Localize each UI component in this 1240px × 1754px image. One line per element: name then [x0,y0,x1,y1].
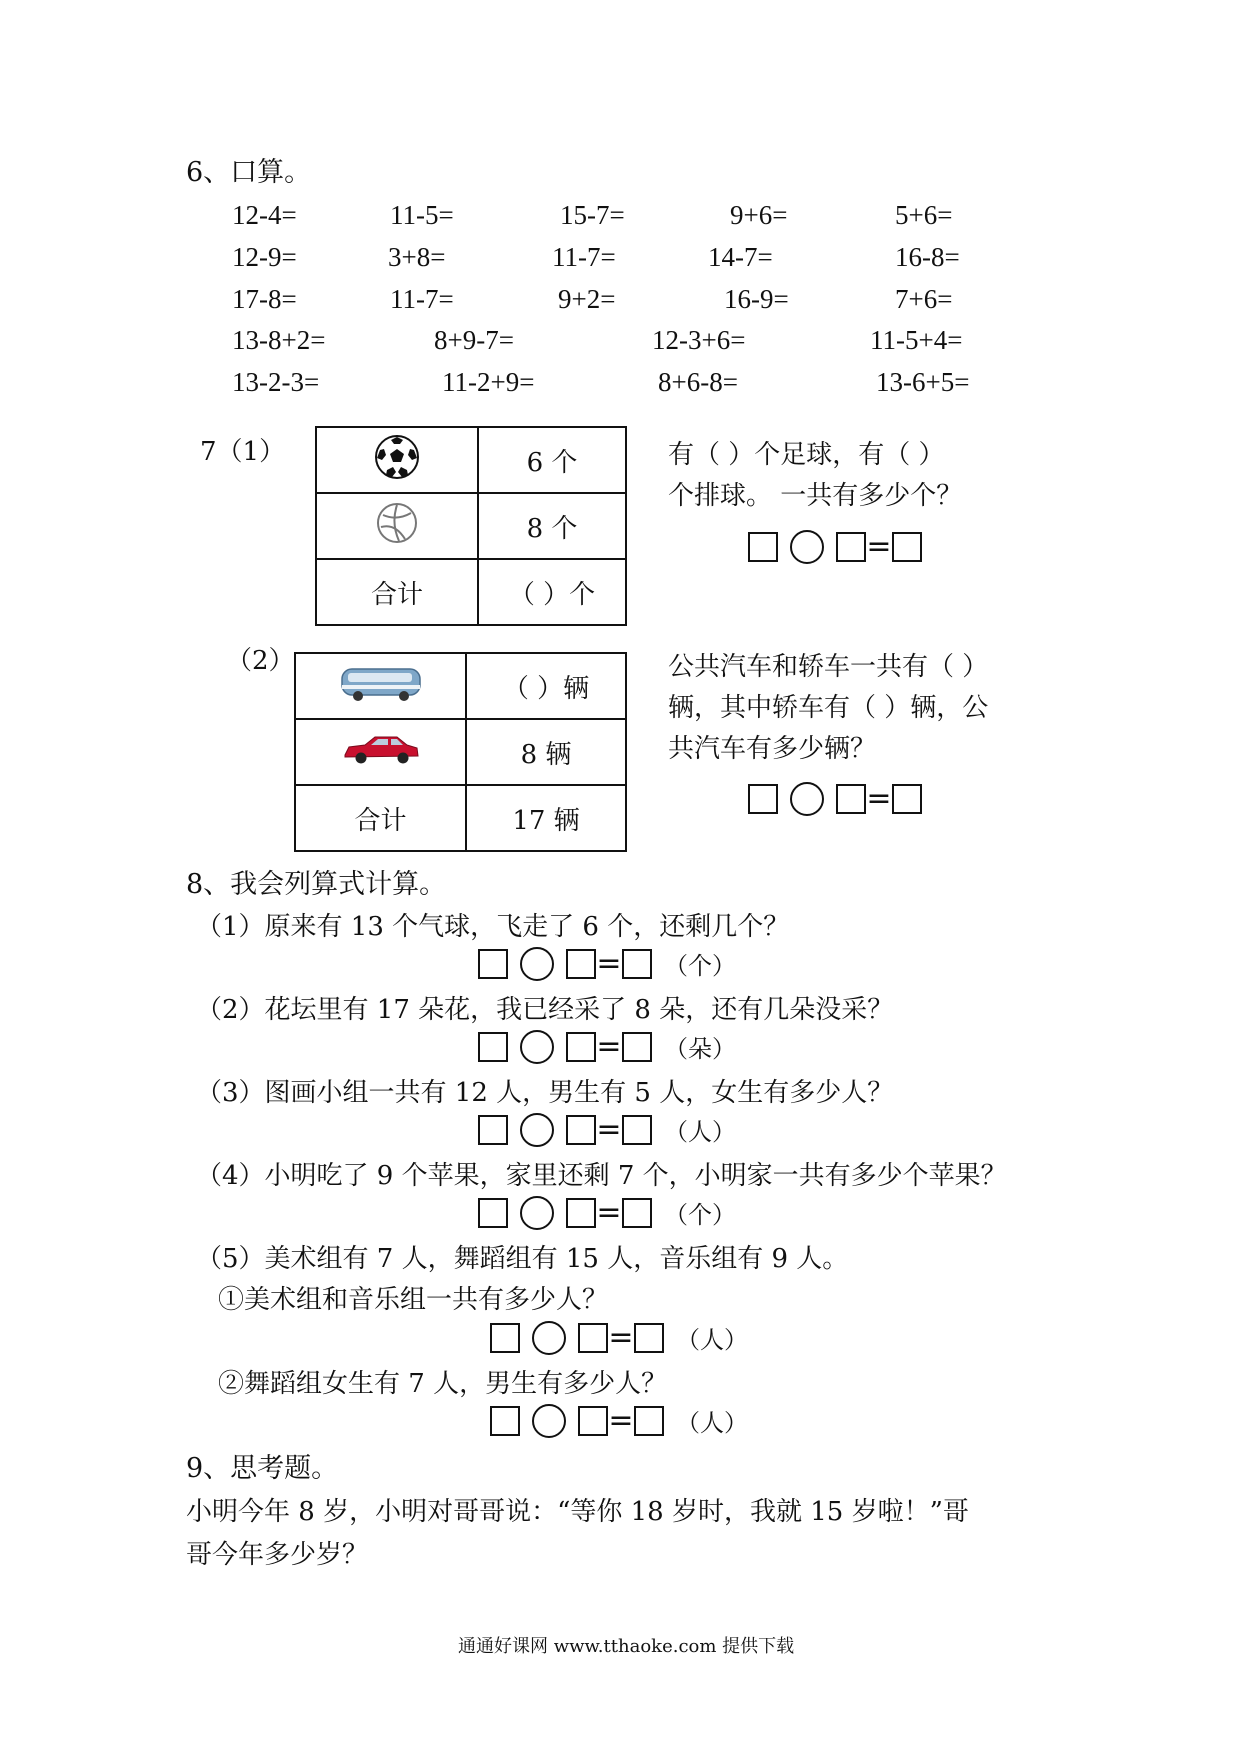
operator-circle[interactable] [532,1321,566,1355]
equals-sign: = [596,1194,622,1230]
calc-item: 12-9= [232,242,297,272]
q9-line-1: 小明今年 8 岁，小明对哥哥说：“等你 18 岁时，我就 15 岁啦！”哥 [186,1497,969,1527]
calc-item: 13-2-3= [232,367,320,397]
calc-item: 8+6-8= [658,367,738,397]
table-cell [295,785,466,851]
ball-table [315,426,627,626]
table-cell [316,427,478,493]
car-count: 8 辆 [520,739,572,770]
calc-item: 9+2= [558,284,616,314]
answer-equation[interactable] [748,782,922,816]
q8-problem-5a: ①美术组和音乐组一共有多少人？ [218,1285,609,1315]
q7-label-2: （2） [226,646,295,676]
blank-box[interactable] [490,1406,520,1436]
calc-item: 12-3+6= [652,325,746,355]
calc-item: 17-8= [232,284,297,314]
blank-box[interactable] [892,784,922,814]
answer-equation[interactable] [490,1320,748,1355]
q7-text-2c: 共汽车有多少辆？ [668,734,877,764]
equals-sign: = [866,529,892,564]
q9-heading: 9、思考题。 [186,1453,339,1484]
calc-item: 11-5= [390,200,454,230]
total-label: 合计 [370,579,423,610]
blank-box[interactable] [622,1115,652,1145]
q8-problem-5: （5）美术组有 7 人，舞蹈组有 15 人，音乐组有 9 人。 [196,1244,849,1274]
calc-item: 13-8+2= [232,325,326,355]
q7-label-1: 7（1） [200,437,286,467]
equals-sign: = [596,1028,622,1064]
operator-circle[interactable] [520,1030,554,1064]
blank-box[interactable] [622,1032,652,1062]
operator-circle[interactable] [520,1196,554,1230]
answer-equation[interactable] [478,946,736,981]
blank-box[interactable] [622,949,652,979]
blank-box[interactable] [490,1323,520,1353]
q6-heading: 6、口算。 [186,157,312,188]
table-cell [478,493,626,559]
operator-circle[interactable] [790,530,824,564]
vehicle-table [294,652,627,852]
table-cell [316,493,478,559]
table-cell [466,719,626,785]
calc-item: 11-2+9= [442,367,535,397]
table-cell [295,653,466,719]
soccer-count: 6 个 [526,447,578,478]
answer-equation[interactable] [478,1029,736,1064]
calc-item: 15-7= [560,200,625,230]
unit-label: （人） [664,1118,736,1146]
equals-sign: = [596,945,622,981]
q8-heading: 8、我会列算式计算。 [186,869,447,900]
blank-box[interactable] [478,1032,508,1062]
q9-line-2: 哥今年多少岁？ [186,1540,369,1570]
blank-box[interactable] [578,1323,608,1353]
blank-box[interactable] [478,1115,508,1145]
calc-item: 7+6= [895,284,953,314]
answer-equation[interactable] [478,1195,736,1230]
blank-box[interactable] [578,1406,608,1436]
q8-problem-1: （1）原来有 13 个气球，飞走了 6 个，还剩几个？ [196,912,790,942]
q8-problem-4: （4）小明吃了 9 个苹果，家里还剩 7 个，小明家一共有多少个苹果？ [196,1161,1007,1191]
blank-box[interactable] [566,949,596,979]
q8-problem-2: （2）花坛里有 17 朵花，我已经采了 8 朵，还有几朵没采？ [196,995,894,1025]
total-value: （ ）个 [508,579,596,610]
q7-text-2b: 辆，其中轿车有（ ）辆，公 [668,693,989,723]
calc-item: 8+9-7= [434,325,514,355]
calc-item: 16-9= [724,284,789,314]
blank-box[interactable] [478,949,508,979]
unit-label: （朵） [664,1035,736,1063]
calc-item: 3+8= [388,242,446,272]
blank-box[interactable] [892,532,922,562]
unit-label: （个） [664,952,736,980]
blank-box[interactable] [566,1115,596,1145]
blank-box[interactable] [566,1198,596,1228]
table-cell [316,559,478,625]
unit-label: （个） [664,1201,736,1229]
volleyball-icon [375,501,419,545]
blank-box[interactable] [566,1032,596,1062]
equals-sign: = [608,1319,634,1355]
blank-box[interactable] [836,532,866,562]
operator-circle[interactable] [520,1113,554,1147]
blank-box[interactable] [748,784,778,814]
bus-icon [338,663,424,703]
operator-circle[interactable] [520,947,554,981]
blank-box[interactable] [634,1406,664,1436]
blank-box[interactable] [634,1323,664,1353]
total-label: 合计 [354,805,407,836]
operator-circle[interactable] [790,782,824,816]
equals-sign: = [608,1402,634,1438]
q7-text-1a: 有（ ）个足球，有（ ） [668,440,945,470]
unit-label: （人） [676,1326,748,1354]
blank-box[interactable] [622,1198,652,1228]
calc-item: 5+6= [895,200,953,230]
car-icon [341,731,421,767]
q7-text-1b: 个排球。 一共有多少个？ [668,481,963,511]
operator-circle[interactable] [532,1404,566,1438]
table-cell [478,559,626,625]
calc-item: 11-7= [552,242,616,272]
volleyball-count: 8 个 [526,513,578,544]
bus-count: （ ）辆 [502,673,590,704]
table-cell [295,719,466,785]
total-value: 17 辆 [512,805,580,836]
blank-box[interactable] [748,532,778,562]
table-cell [466,653,626,719]
calc-item: 16-8= [895,242,960,272]
calc-item: 12-4= [232,200,297,230]
blank-box[interactable] [478,1198,508,1228]
answer-equation[interactable] [478,1112,736,1147]
q8-problem-3: （3）图画小组一共有 12 人，男生有 5 人，女生有多少人？ [196,1078,894,1108]
calc-item: 11-5+4= [870,325,963,355]
unit-label: （人） [676,1409,748,1437]
answer-equation[interactable] [490,1403,748,1438]
calc-item: 14-7= [708,242,773,272]
equals-sign: = [596,1111,622,1147]
soccer-ball-icon [374,434,420,480]
footer-credit: 通通好课网 www.tthaoke.com 提供下载 [458,1636,795,1657]
calc-item: 9+6= [730,200,788,230]
calc-item: 13-6+5= [876,367,970,397]
equals-sign: = [866,781,892,816]
calc-item: 11-7= [390,284,454,314]
q8-problem-5b: ②舞蹈组女生有 7 人，男生有多少人？ [218,1369,668,1399]
table-cell [478,427,626,493]
table-cell [466,785,626,851]
answer-equation[interactable] [748,530,922,564]
blank-box[interactable] [836,784,866,814]
q7-text-2a: 公共汽车和轿车一共有（ ） [668,652,989,682]
